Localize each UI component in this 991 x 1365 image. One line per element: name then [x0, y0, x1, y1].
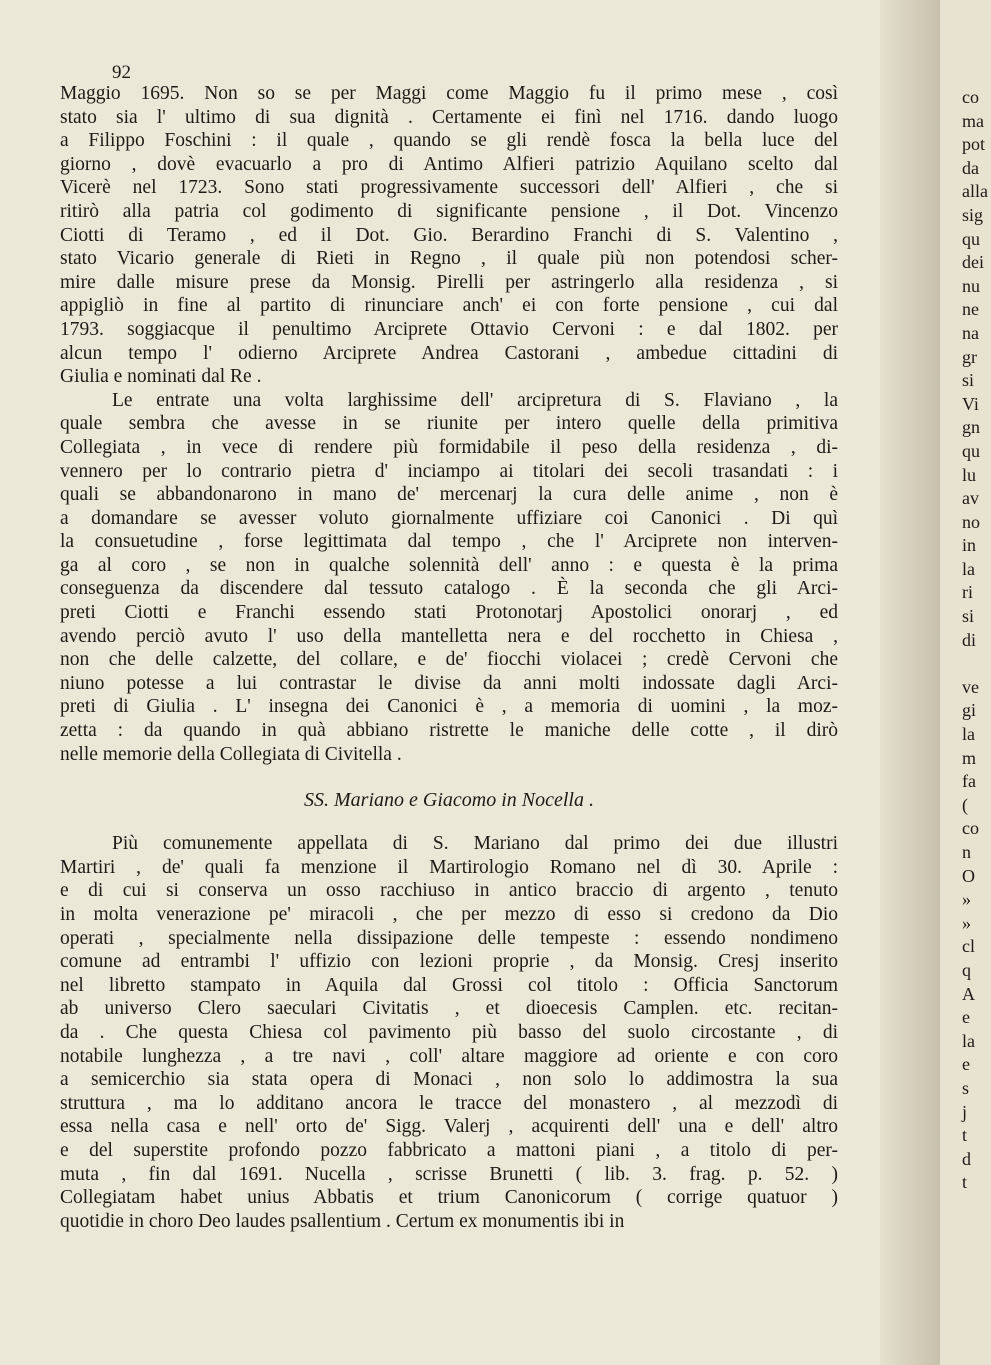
facing-page-fragment: nu — [962, 275, 980, 296]
text-line: Più comunemente appellata di S. Mariano dal primo dei due illustri — [112, 833, 838, 855]
text-line: in molta venerazione pe' miracoli , che per mezzo di esso si credono da Dio — [60, 904, 838, 925]
facing-page-fragment: O — [962, 865, 975, 886]
text-line: e del superstite profondo pozzo fabbricato a mattoni piani , a titolo di per- — [60, 1139, 838, 1161]
text-line: niuno potesse a lui contrastar le divise da anni molti indossate dagli Arci- — [60, 672, 838, 694]
text-line: la consuetudine , forse legittimata dal tempo , che l' Arciprete non interven- — [60, 531, 838, 553]
facing-page-fragment: co — [962, 87, 979, 107]
text-line: notabile lunghezza , a tre navi , coll' altare maggiore ad oriente e con coro — [60, 1045, 838, 1067]
facing-page-fragment: e — [962, 1054, 970, 1075]
facing-page-fragment: sig — [962, 204, 984, 225]
facing-page-fragment: gi — [962, 700, 977, 721]
facing-page-fragment: q — [962, 959, 971, 980]
section-heading: SS. Mariano e Giacomo in Nocella . — [304, 789, 594, 812]
facing-page-edge — [940, 0, 991, 1365]
text-line: Vicerè nel 1723. Sono stati progressivamente successori dell' Alfieri , che si — [60, 177, 838, 199]
text-line: ga al coro , se non in qualche solennità dell' anno : e questa è la prima — [60, 554, 838, 576]
text-line: da . Che questa Chiesa col pavimento più basso del suolo circostante , di — [60, 1021, 838, 1043]
text-line: struttura , ma lo additano ancora le tracce del monastero , al mezzodì di — [60, 1092, 838, 1114]
text-line: 1793. soggiacque il penultimo Arciprete Ottavio Cervoni : e dal 1802. per — [60, 318, 838, 340]
text-line: Collegiata , in vece di rendere più formidabile il peso della residenza , di- — [60, 436, 838, 458]
facing-page-fragment: la — [962, 1030, 975, 1051]
facing-page-fragment: qu — [962, 228, 980, 249]
text-line: Maggio 1695. Non so se per Maggi come Maggio fu il primo mese , così — [60, 83, 838, 104]
facing-page-fragment: m — [962, 747, 977, 768]
facing-page-fragment: si — [962, 370, 975, 391]
facing-page-fragment: fa — [962, 771, 976, 792]
facing-page-fragment: ( — [962, 794, 968, 815]
text-line: Martiri , de' quali fa menzione il Martirologio Romano nel dì 30. Aprile : — [60, 856, 838, 878]
page-number: 92 — [112, 62, 131, 83]
facing-page-fragment: da — [962, 157, 979, 178]
paragraph-revenues — [60, 389, 838, 767]
text-line: preti di Giulia . L' insegna dei Canonici è , a memoria di uomini , la moz- — [60, 696, 838, 718]
text-line: stato sia l' ultimo di sua dignità . Certamente ei finì nel 1716. dando luogo — [60, 106, 838, 128]
facing-page-fragment: Vi — [962, 393, 979, 414]
text-line: muta , fin dal 1691. Nucella , scrisse Brunetti ( lib. 3. frag. p. 52. ) — [60, 1163, 838, 1185]
text-line: appigliò in fine al partito di rinunciare anch' ei con forte pensione , cui dal — [60, 295, 838, 317]
facing-page-fragment: s — [962, 1077, 970, 1098]
facing-page-fragment: la — [962, 558, 975, 579]
facing-page-fragment: dei — [962, 252, 984, 273]
facing-page-fragment: na — [962, 322, 979, 343]
text-line: mire dalle misure prese da Monsig. Pirelli per astringerlo alla residenza , si — [60, 271, 838, 293]
text-line: Collegiatam habet unius Abbatis et trium Canonicorum ( corrige quatuor ) — [60, 1187, 838, 1209]
facing-page-fragments — [940, 86, 991, 1195]
facing-page-fragment: co — [962, 818, 979, 839]
facing-page-fragment: pot — [962, 134, 986, 155]
facing-page-fragment: si — [962, 606, 975, 627]
paragraph-nocella — [60, 832, 838, 1233]
facing-page-fragment: e — [962, 1007, 970, 1028]
text-line: comune ad entrambi l' uffizio con lezioni proprie , da Monsig. Cresj inserito — [60, 951, 838, 973]
text-line: essa nella casa e nell' orto de' Sigg. Valerj , acquirenti dell' una e dell' altro — [60, 1116, 838, 1138]
text-line: non che delle calzette, del collare, e de' fiocchi violacei ; credè Cervoni che — [60, 649, 838, 671]
facing-page-fragment: n — [962, 842, 971, 862]
facing-page-fragment: ve — [962, 676, 979, 697]
text-line: nelle memorie della Collegiata di Civitella . — [60, 743, 402, 765]
text-line: quotidie in choro Deo laudes psallentium . Certum ex monumentis ibi in — [60, 1210, 625, 1232]
facing-page-fragment: in — [962, 535, 977, 556]
facing-page-fragment: » — [962, 912, 971, 933]
text-line: Le entrate una volta larghissime dell' arcipretura di S. Flaviano , la — [112, 389, 838, 411]
facing-page-fragment: di — [962, 629, 977, 650]
book-gutter — [880, 0, 940, 1365]
text-line: ab universo Clero saeculari Civitatis , et dioecesis Camplen. etc. recitan- — [60, 998, 838, 1020]
text-line: a semicerchio sia stata opera di Monaci , non solo lo addimostra la sua — [60, 1069, 838, 1091]
facing-page-fragment: ma — [962, 110, 984, 131]
facing-page-fragment: av — [962, 488, 979, 509]
facing-page-fragment — [940, 652, 991, 676]
facing-page-fragment: no — [962, 511, 980, 532]
text-line: ritirò alla patria col godimento di significante pensione , il Dot. Vincenzo — [60, 200, 838, 222]
facing-page-fragment: » — [962, 889, 971, 910]
text-line: Ciotti di Teramo , ed il Dot. Gio. Berardino Franchi di S. Valentino , — [60, 224, 838, 246]
text-line: operati , specialmente nella dissipazione delle tempeste : essendo nondimeno — [60, 927, 838, 949]
text-line: a Filippo Foschini : il quale , quando se gli rendè fosca la bella luce del — [60, 130, 838, 152]
facing-page-fragment: lu — [962, 464, 977, 485]
text-line: preti Ciotti e Franchi essendo stati Protonotarj Apostolici onorarj , ed — [60, 602, 838, 624]
facing-page-fragment: ne — [962, 299, 979, 320]
facing-page-fragment: A — [962, 983, 975, 1004]
text-line: a domandare se avesser voluto giornalmente uffiziare coi Canonici . Di quì — [60, 507, 838, 529]
facing-page-fragment: j — [962, 1101, 968, 1122]
text-line: vennero per lo contrario pietra d' inciampo ai titolari dei secoli trasandati : i — [60, 460, 838, 482]
facing-page-fragment: t — [962, 1125, 968, 1146]
facing-page-fragment: d — [962, 1148, 971, 1169]
text-line: alcun tempo l' odierno Arciprete Andrea Castorani , ambedue cittadini di — [60, 342, 838, 364]
body-text — [60, 82, 838, 1233]
facing-page-fragment: gr — [962, 346, 977, 367]
text-line: e di cui si conserva un osso racchiuso in antico braccio di argento , tenuto — [60, 880, 838, 902]
facing-page-fragment: cl — [962, 936, 975, 957]
text-line: avendo perciò avuto l' uso della mantelletta nera e del rocchetto in Chiesa , — [60, 625, 838, 647]
paragraph-archpriests — [60, 82, 838, 389]
facing-page-fragment: qu — [962, 440, 980, 461]
facing-page-fragment: t — [962, 1172, 968, 1193]
text-line: quale sembra che avesse in se riunite per intero quelle della primitiva — [60, 413, 838, 435]
text-line: nel libretto stampato in Aquila dal Grossi col titolo : Officia Sanctorum — [60, 974, 838, 996]
facing-page-fragment: alla — [962, 181, 988, 202]
text-line: conseguenza da discendere dal tessuto catalogo . È la seconda che gli Arci- — [60, 578, 838, 600]
text-line: giorno , dovè evacuarlo a pro di Antimo Alfieri patrizio Aquilano scelto dal — [60, 153, 838, 175]
facing-page-fragment: gn — [962, 417, 980, 438]
text-line: stato Vicario generale di Rieti in Regno , il quale più non potendosi scher- — [60, 248, 838, 270]
facing-page-fragment: la — [962, 724, 975, 745]
text-line: Giulia e nominati dal Re . — [60, 366, 262, 388]
text-line: quali se abbandonarono in mano de' mercenarj la cura delle anime , non è — [60, 484, 838, 506]
text-line: zetta : da quando in quà abbiano ristrette le maniche delle cotte , il dirò — [60, 720, 838, 742]
facing-page-fragment: ri — [962, 582, 973, 603]
